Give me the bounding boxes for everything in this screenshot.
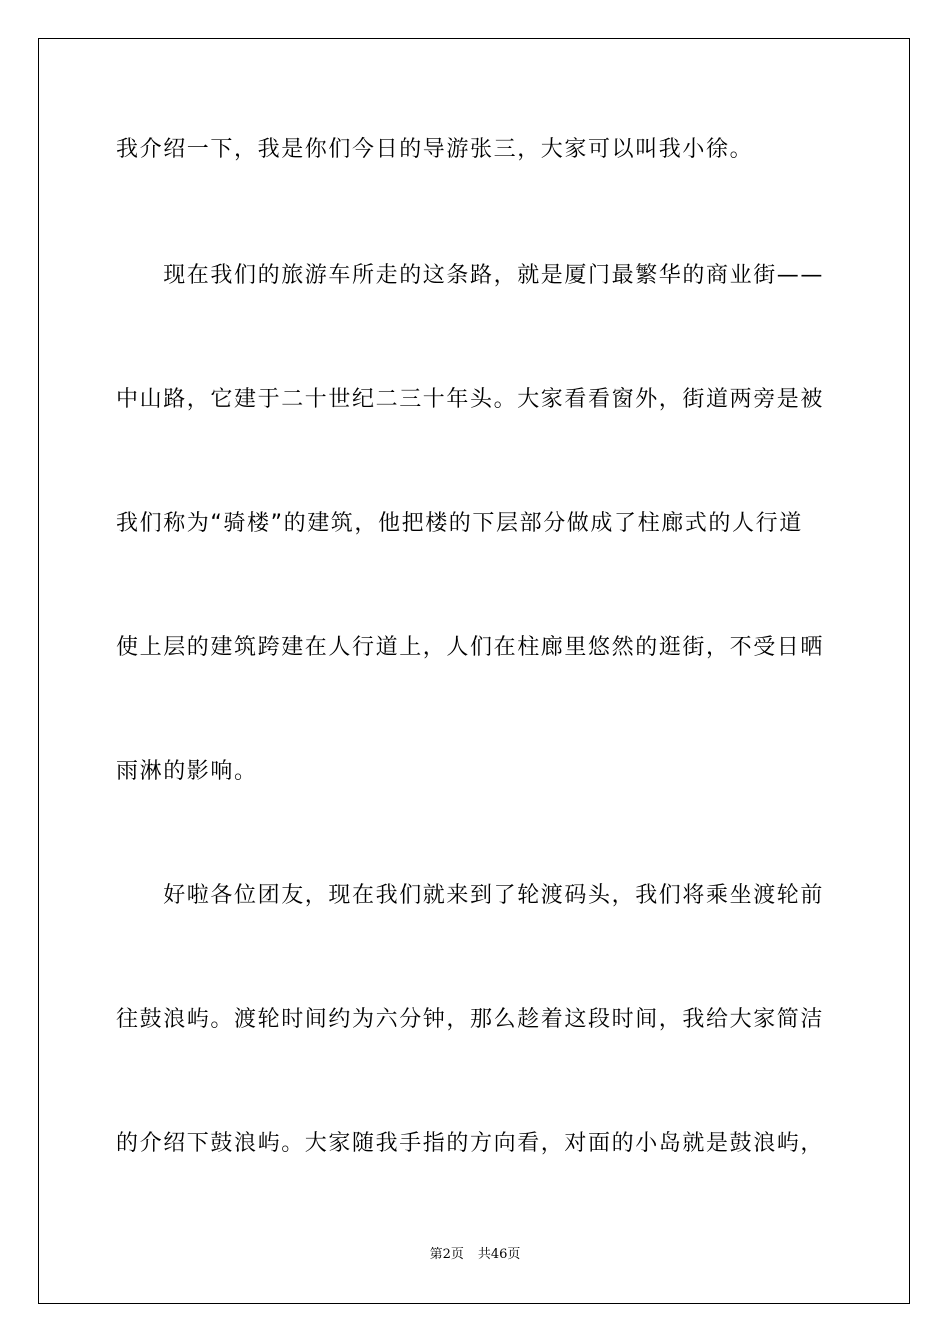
text-line: 我介绍一下，我是你们今日的导游张三，大家可以叫我小徐。 (116, 137, 754, 162)
text-line: 现在我们的旅游车所走的这条路，就是厦门最繁华的商业街—— (116, 263, 825, 288)
text-line: 往鼓浪屿。渡轮时间约为六分钟，那么趁着这段时间，我给大家简洁 (116, 1007, 825, 1032)
page-border (38, 38, 910, 1304)
text-line: 好啦各位团友，现在我们就来到了轮渡码头，我们将乘坐渡轮前 (116, 883, 825, 908)
text-line: 我们称为“骑楼”的建筑，他把楼的下层部分做成了柱廊式的人行道 (116, 511, 803, 536)
text-line: 中山路，它建于二十世纪二三十年头。大家看看窗外，街道两旁是被 (116, 387, 825, 412)
text-line: 使上层的建筑跨建在人行道上，人们在柱廊里悠然的逛街，不受日晒 (116, 635, 825, 660)
text-line: 的介绍下鼓浪屿。大家随我手指的方向看，对面的小岛就是鼓浪屿， (116, 1131, 825, 1156)
text-line: 雨淋的影响。 (116, 759, 258, 784)
page-number: 第2页 (429, 1247, 464, 1262)
page-footer (0, 1246, 950, 1264)
total-pages: 共46页 (477, 1247, 521, 1262)
